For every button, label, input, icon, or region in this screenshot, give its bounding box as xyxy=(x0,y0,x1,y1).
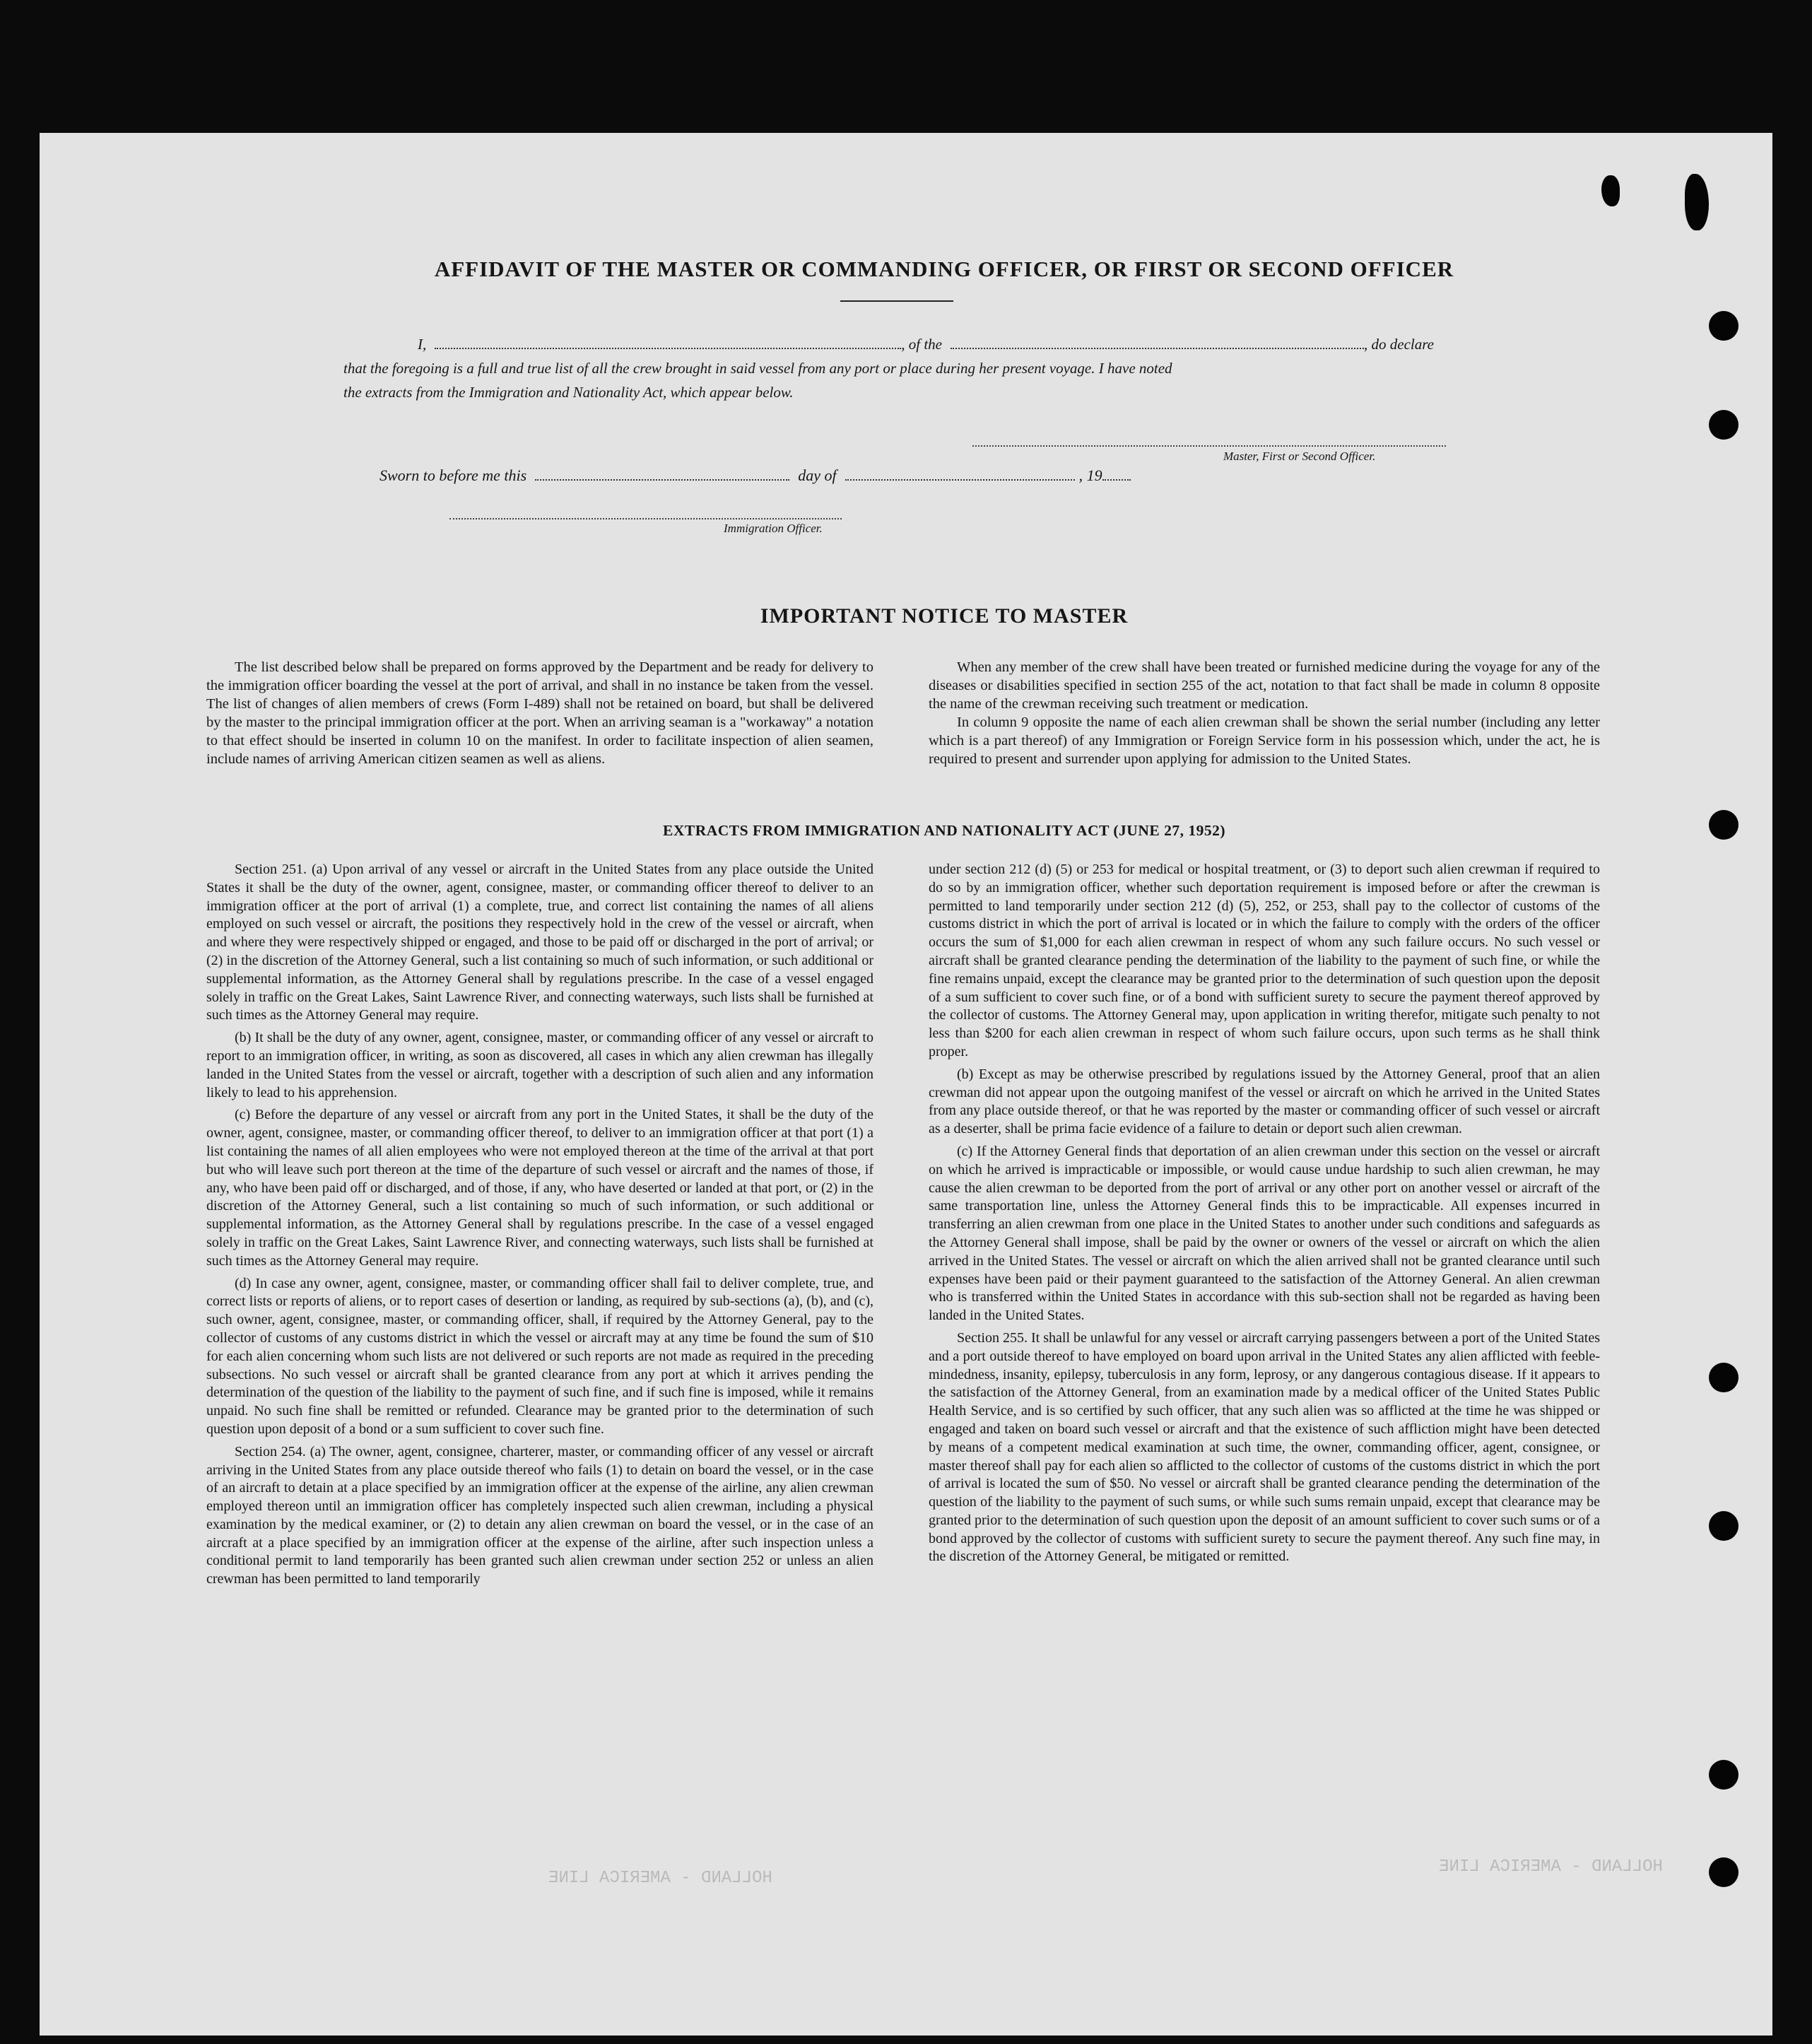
bleed-through-stamp: HOLLAND - AMERICA LINE xyxy=(1439,1857,1663,1876)
do-declare-label: , do declare xyxy=(1364,336,1434,353)
extracts-right-column xyxy=(929,861,1600,1570)
sworn-line xyxy=(380,466,1131,485)
punch-hole xyxy=(1709,1363,1739,1392)
section-254a-continued: under section 212 (d) (5) or 253 for medical or hospital treatment, or (3) to deport such alien crewman if required to do so by an immigration officer, whether such deportation requirement is imposed before or after the crewman is permitted to land temporarily under section 212 (d) (5), 252, or 253, shall pay to the collector of customs of the customs district in which the port of arrival is located or in which the failure to comply with the orders of the officer occurs the sum of $1,000 for each alien crewman in respect of whom any such failure occurs. No such vessel or aircraft shall be granted clearance pending the determination of the liability to the payment of such fine, or while the fine remains unpaid, except the clearance may be granted prior to the determination of such question upon the deposit of a sum sufficient to cover such fine, or of a bond with sufficient surety to secure the payment thereof approved by the collector of customs. The Attorney General may, upon application in writing therefor, mitigate such penalty to not less than $200 for each alien crewman in respect of whom such failure occurs, upon such terms as he shall think proper. xyxy=(929,862,1600,1059)
declaration-line-1 xyxy=(343,332,1488,356)
master-signature-line[interactable] xyxy=(972,445,1446,447)
title-rule xyxy=(840,300,953,302)
day-of-label: day of xyxy=(798,466,837,484)
master-signature-label: Master, First or Second Officer. xyxy=(1223,450,1376,463)
officer-signature-line[interactable] xyxy=(449,518,842,519)
sworn-prefix: Sworn to before me this xyxy=(380,466,527,484)
section-254c: (c) If the Attorney General finds that deportation of an alien crewman under this section on the vessel or aircraft on which he arrived is impracticable or impossible, or would cause undue hardship to such alien crewman, he may cause the alien crewman to be deported from the port of arrival or any other port on another vessel or aircraft of the same transportation line, unless the Attorney General finds this to be impracticable. All expenses incurred in transferring an alien crewman from one place in the United States to another under such conditions and safeguards as the Attorney General shall impose, shall be paid by the owner or owners of the vessel or aircraft on which the alien arrived in the United States. The vessel or aircraft on which the alien arrived shall not be granted clearance until such expenses have been paid or their payment guaranteed to the satisfaction of the Attorney General. An alien crewman who is transferred within the United States in accordance with this sub-section shall not be regarded as having been landed in the United States. xyxy=(929,1143,1600,1324)
year-blank[interactable] xyxy=(1102,466,1131,481)
notice-right-2: In column 9 opposite the name of each alien crewman shall be shown the serial number (including any letter which is a part thereof) of any Immigration or Foreign Service form in his possession which, under the act, he is required to present and surrender upon applying for admission to the United States. xyxy=(929,715,1600,767)
section-255: Section 255. It shall be unlawful for any vessel or aircraft carrying passengers between a port of the United States and a port outside thereof to have employed on board upon arrival in the United States any alien afflicted with feeble-mindedness, insanity, epilepsy, tuberculosis in any form, leprosy, or any dangerous contagious disease. If it appears to the satisfaction of the Attorney General, from an examination made by a medical officer of the United States Public Health Service, and is so certified by such officer, that any such alien was so afflicted at the time he was shipped or engaged and taken on board such vessel or aircraft and that the existence of such affliction might have been detected by means of a competent medical examination at such time, the owner, commanding officer, agent, consignee, or master thereof shall pay for each alien so afflicted to the collector of customs of the customs district in which the port of arrival is located the sum of $50. No vessel or aircraft shall be granted clearance pending the determination of the question of the liability to the payment of such sums, or while such sums remain unpaid, except that clearance may be granted prior to the determination of such question upon the deposit of an amount sufficient to cover such sums or of a bond approved by the collector of customs with sufficient surety to secure the payment thereof. Any such fine may, in the discretion of the Attorney General, be mitigated or remitted. xyxy=(929,1329,1600,1565)
section-251b: (b) It shall be the duty of any owner, agent, consignee, master, or commanding officer of any vessel or aircraft to report to an immigration officer, in writing, as soon as discovered, all cases in which any alien crewman has illegally landed in the United States from the vessel or aircraft, together with a description of such alien and any information likely to lead to his apprehension. xyxy=(206,1030,873,1100)
punch-hole xyxy=(1709,1511,1739,1541)
day-blank[interactable] xyxy=(535,466,789,481)
officer-signature-label: Immigration Officer. xyxy=(724,522,823,535)
declaration-text xyxy=(343,332,1488,404)
form-sheet xyxy=(40,133,1772,2036)
notice-right xyxy=(929,658,1600,768)
punch-hole xyxy=(1709,1760,1739,1790)
month-blank[interactable] xyxy=(845,466,1075,481)
extracts-left-column xyxy=(206,861,873,1593)
notice-left xyxy=(206,658,873,768)
notice-left-text: The list described below shall be prepared on forms approved by the Department and be ready for delivery to the immigration officer boarding the vessel at the port of arrival, and shall in no instance be taken from the vessel. The list of changes of alien members of crews (Form I-489) shall not be retained on board, but shall be delivered by the master to the principal immigration officer at the port. When an arriving seaman is a "workaway" a notation to that effect should be inserted in column 10 on the manifest. In order to facilitate inspection of alien seamen, include names of arriving American citizen seamen as well as aliens. xyxy=(206,659,873,767)
vessel-blank[interactable] xyxy=(951,335,1364,349)
declaration-line-3: the extracts from the Immigration and Nationality Act, which appear below. xyxy=(343,384,794,401)
year-prefix: , 19 xyxy=(1078,466,1102,484)
affidavit-title: AFFIDAVIT OF THE MASTER OR COMMANDING OFFICER, OR FIRST OR SECOND OFFICER xyxy=(434,257,1454,281)
notice-title: IMPORTANT NOTICE TO MASTER xyxy=(760,604,1129,628)
section-254b: (b) Except as may be otherwise prescribed by regulations issued by the Attorney General, proof that an alien crewman did not appear upon the outgoing manifest of the vessel or aircraft on which he arrived in the United States from any place outside thereof, or that he was reported by the master or commanding officer of such vessel or aircraft as a deserter, shall be prima facie evidence of a failure to detain or deport such alien crewman. xyxy=(929,1066,1600,1137)
torn-corner xyxy=(1685,174,1709,230)
section-251d: (d) In case any owner, agent, consignee, master, or commanding officer shall fail to deliver complete, true, and correct lists or reports of aliens, or to report cases of desertion or landing, as required by sub-sections (a), (b), and (c), such owner, agent, consignee, master, or commanding officer, shall, if required by the Attorney General, pay to the collector of customs of any customs district in which the vessel or aircraft may at any time be found the sum of $10 for each alien concerning whom such lists are not delivered or such reports are not made as required in the preceding subsections. No such vessel or aircraft shall be granted clearance from any port at which it arrives pending the determination of the question of the liability to the payment of such fine, and if such fine is imposed, while it remains unpaid. No such fine shall be remitted or refunded. Clearance may be granted prior to the determination of such question upon deposit of a bond or a sum sufficient to cover such fine. xyxy=(206,1275,873,1437)
section-254a: Section 254. (a) The owner, agent, consignee, charterer, master, or commanding officer of any vessel or aircraft arriving in the United States from any place outside thereof who fails (1) to detain on board the vessel, or in the case of an aircraft to detain at a place specified by an immigration officer at the expense of the airline, any alien crewman employed thereon until an immigration officer has completely inspected such alien crewman, including a physical examination by the medical examiner, or (2) to detain any alien crewman on board the vessel, or in the case of an aircraft at a place specified by an immigration officer at the expense of the airline, after such inspection unless a conditional permit to land temporarily has been granted such alien crewman under section 252 or unless an alien crewman has been permitted to land temporarily xyxy=(206,1443,873,1587)
bleed-through-stamp: HOLLAND - AMERICA LINE xyxy=(548,1869,772,1888)
notice-right-1: When any member of the crew shall have been treated or furnished medicine during the voyage for any of the diseases or disabilities specified in section 255 of the act, notation to that fact shall be made in column 8 opposite the name of the crewman receiving such treatment or medication. xyxy=(929,659,1600,712)
of-the-label: , of the xyxy=(901,336,942,353)
punch-hole xyxy=(1709,410,1739,440)
ink-blot xyxy=(1601,175,1620,206)
punch-hole xyxy=(1709,311,1739,341)
extracts-title: EXTRACTS FROM IMMIGRATION AND NATIONALITY ACT (JUNE 27, 1952) xyxy=(663,822,1225,839)
punch-hole xyxy=(1709,810,1739,840)
name-blank[interactable] xyxy=(435,335,901,349)
section-251c: (c) Before the departure of any vessel or aircraft from any port in the United States, it shall be the duty of the owner, agent, consignee, master, or commanding officer thereof, to deliver to an immigration officer at that port (1) a list containing the names of all alien employees who were not employed thereon at the time of the arrival at that port but who will leave such port thereon at the time of the departure of such vessel or aircraft and the names of those, if any, who have been paid off or discharged, and of those, if any, who have deserted or landed at that port, or (2) in the discretion of the Attorney General, such a list containing so much of such information, or such additional or supplemental information, as the Attorney General shall by regulations prescribe. In the case of a vessel engaged solely in traffic on the Great Lakes, Saint Lawrence River, and connecting waterways, such lists shall be furnished at such times as the Attorney General may require. xyxy=(206,1107,873,1269)
section-251a: Section 251. (a) Upon arrival of any vessel or aircraft in the United States from any place outside the United States it shall be the duty of the owner, agent, consignee, master, or commanding officer thereof to deliver to an immigration officer at the port of arrival (1) a complete, true, and correct list containing the names of all aliens employed on such vessel or aircraft, the positions they respectively hold in the crew of the vessel or aircraft, when and where they were respectively shipped or engaged, and those to be paid off or discharged in the port of arrival; or (2) in the discretion of the Attorney General, such a list containing so much of such information, or such additional or supplemental information, as the Attorney General shall by regulations prescribe. In the case of a vessel engaged solely in traffic on the Great Lakes, Saint Lawrence River, and connecting waterways, such lists shall be furnished at such times as the Attorney General may require. xyxy=(206,862,873,1023)
punch-hole xyxy=(1709,1857,1739,1887)
i-label: I, xyxy=(418,336,427,353)
declaration-line-2: that the foregoing is a full and true list of all the crew brought in said vessel from any port or place during her present voyage. I have noted xyxy=(343,360,1172,377)
